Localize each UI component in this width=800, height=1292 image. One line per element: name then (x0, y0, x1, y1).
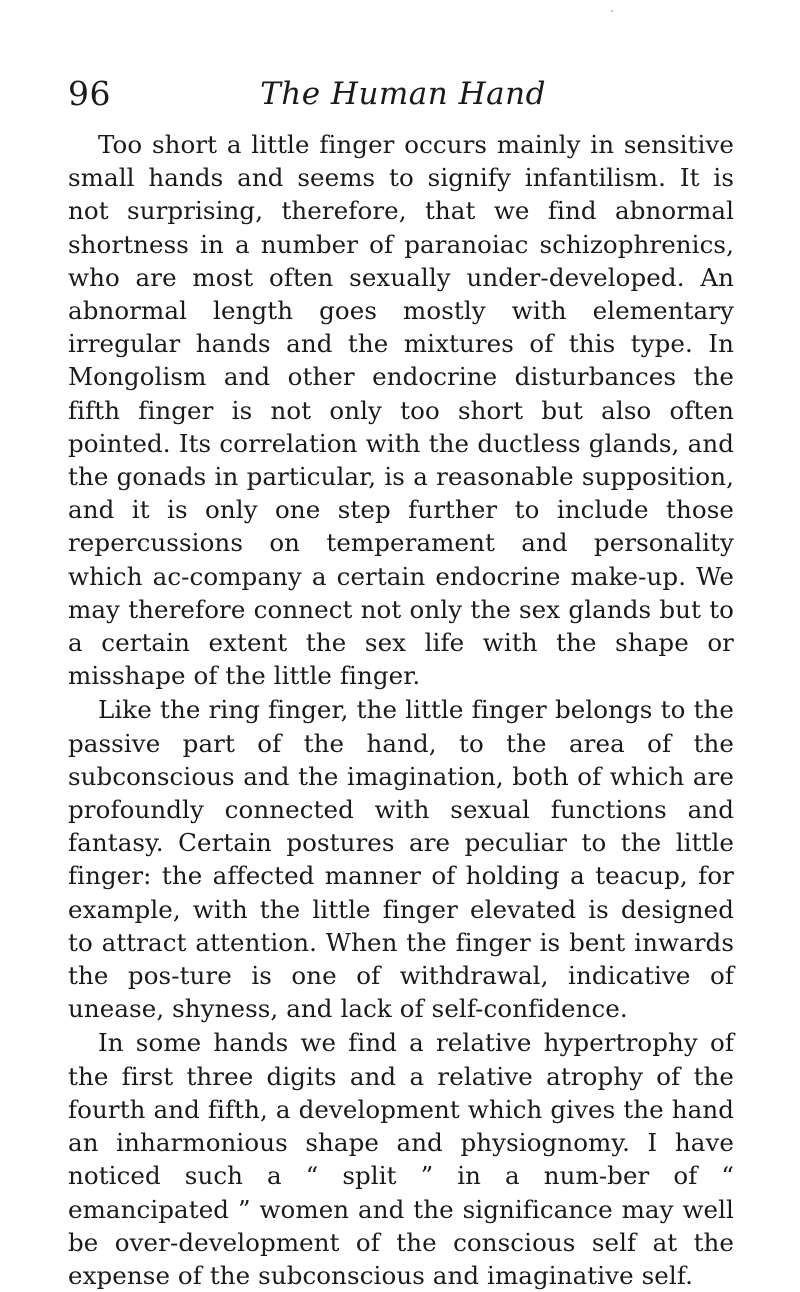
running-title: The Human Hand (260, 76, 546, 112)
paragraph-1: Too short a little finger occurs mainly in sensitive small hands and seems to signify infantilism. It is not surprising, therefore, that we find abnormal shortness in a number of paranoiac schizophrenics, who are most often sexually under-developed. An abnormal length goes mostly with elementary irregular hands and the mixtures of this type. In Mongolism and other endocrine disturbances the fifth finger is not only too short but also often pointed. Its correlation with the ductless glands, and the gonads in particular, is a reasonable supposition, and it is only one step further to include those repercussions on temperament and personality which ac-company a certain endocrine make-up. We may therefore connect not only the sex glands but to a certain extent the sex life with the shape or misshape of the little finger. (68, 130, 734, 691)
paragraph-2: Like the ring finger, the little finger belongs to the passive part of the hand, to the area of the subconscious and the imagination, both of which are profoundly connected with sexual functions and fantasy. Certain postures are peculiar to the little finger: the affected manner of holding a teacup, for example, with the little finger elevated is designed to attract attention. When the finger is bent inwards the pos-ture is one of withdrawal, indicative of unease, shyness, and lack of self-confidence. (68, 695, 734, 1024)
paragraph-3: In some hands we find a relative hypertrophy of the first three digits and a relative atrophy of the fourth and fifth, a development which gives the hand an inharmonious shape and physiognomy. I have noticed such a “ split ” in a num-ber of “ emancipated ” women and the significance may well be over-development of the conscious self at the expense of the subconscious and imaginative self. (68, 1028, 734, 1290)
page-number: 96 (68, 74, 111, 113)
body-text (68, 128, 734, 1292)
running-head (68, 72, 738, 116)
paper-speck (611, 10, 613, 12)
